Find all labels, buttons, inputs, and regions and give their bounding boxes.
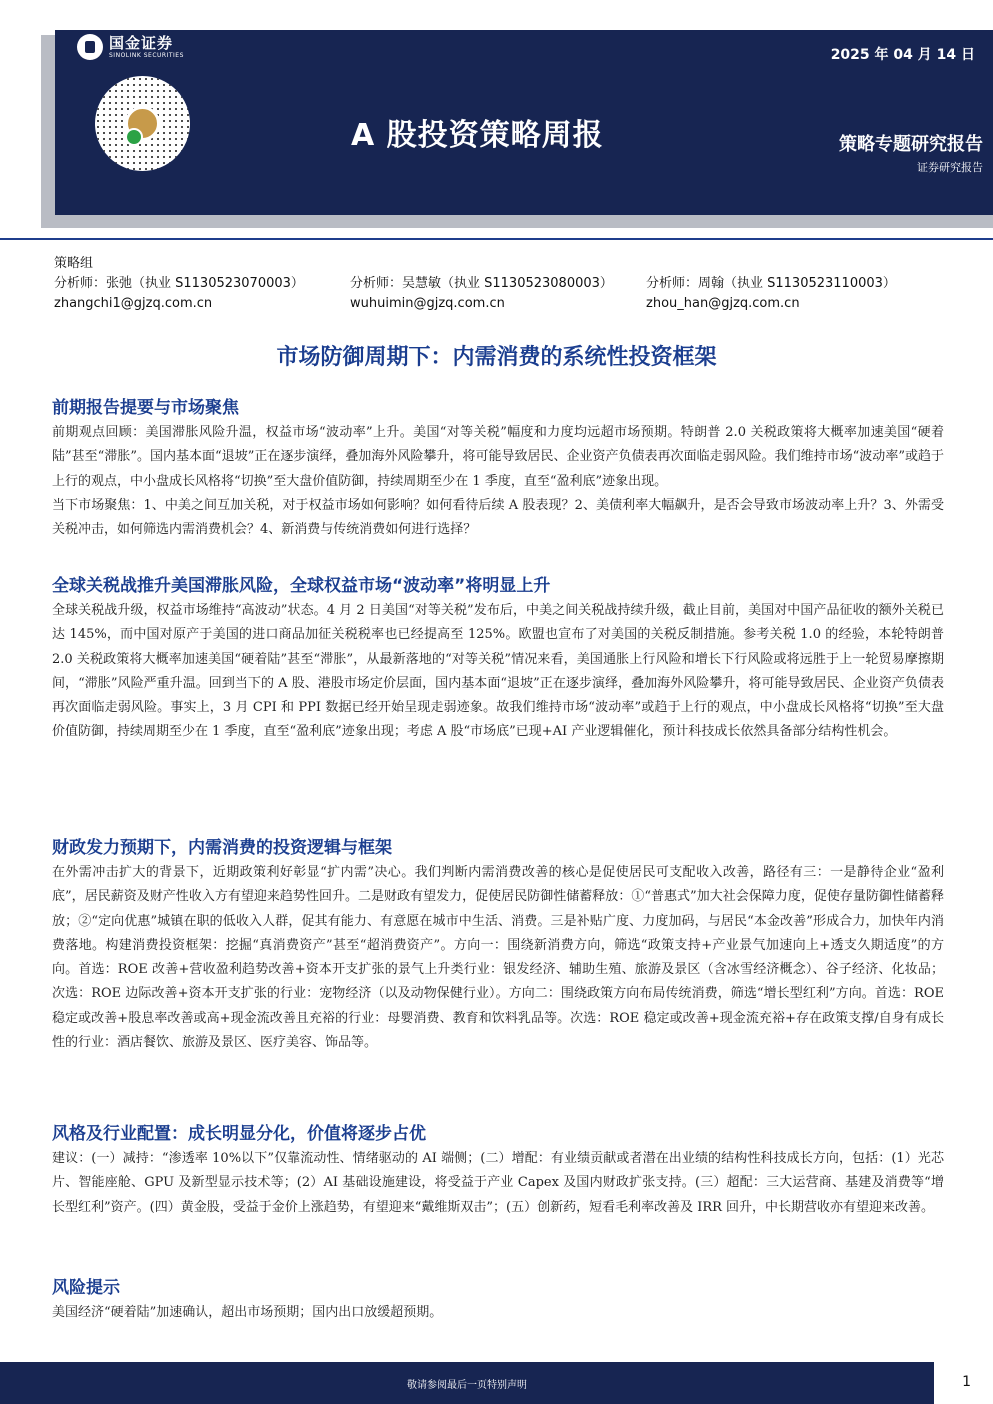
document-title: 市场防御周期下：内需消费的系统性投资框架: [276, 345, 717, 370]
section-tariff: [52, 573, 944, 745]
analyst-email[interactable]: zhangchi1@gjzq.com.cn: [54, 296, 213, 311]
report-title: A 股投资策略周报: [351, 118, 604, 153]
section-consumption: [52, 835, 944, 1055]
analyst-name: 分析师：张弛（执业 S1130523070003）: [54, 276, 304, 291]
logo-name-cn: 国金证券: [109, 33, 174, 52]
analyst-2: [350, 274, 613, 314]
report-type: 策略专题研究报告: [839, 134, 983, 155]
section-heading: 财政发力预期下，内需消费的投资逻辑与框架: [52, 838, 392, 858]
logo-name-en: SINOLINK SECURITIES: [109, 51, 184, 59]
paragraph: 美国经济“硬着陆”加速确认，超出市场预期；国内出口放缓超预期。: [52, 1305, 443, 1320]
analyst-email[interactable]: zhou_han@gjzq.com.cn: [646, 296, 800, 311]
qr-code-icon: [95, 76, 190, 171]
page-number: 1: [962, 1374, 971, 1390]
header-divider: [0, 238, 993, 240]
paragraph: 建议：(一）减持：“渗透率 10%以下”仅靠流动性、情绪驱动的 AI 端侧；(二）增配：有业绩贡献或者潜在出业绩的结构性科技成长方向，包括：(1）光芯片、智能座舱、GPU 及新型显示技术等；(2）AI 基础设施建设，将受益于产业 Capex 及国内财政扩张支持。(三）超配：三大运营商、基建及消费等“增长型红利”资产。(四）黄金股，受益于金价上涨趋势，有望迎来“戴维斯双击”；(五）创新药，短看毛利率改善及 IRR 回升，中长期营收亦有望迎来改善。: [52, 1151, 944, 1215]
section-heading: 风格及行业配置：成长明显分化，价值将逐步占优: [52, 1124, 426, 1144]
section-risk: [52, 1275, 944, 1325]
analyst-3: [646, 274, 896, 314]
logo-mark-icon: [77, 34, 103, 60]
section-heading: 前期报告提要与市场聚焦: [52, 398, 239, 418]
section-summary: [52, 395, 944, 542]
analyst-email[interactable]: wuhuimin@gjzq.com.cn: [350, 296, 505, 311]
analyst-name: 分析师：周翰（执业 S1130523110003）: [646, 276, 896, 291]
analyst-1: [54, 274, 304, 314]
report-subtype: 证券研究报告: [917, 161, 983, 174]
paragraph: 在外需冲击扩大的背景下，近期政策利好彰显“扩内需”决心。我们判断内需消费改善的核心是促使居民可支配收入改善，路径有三：一是静待企业“盈利底”，居民薪资及财产性收入方有望迎来趋势性回升。二是财政有望发力，促使居民防御性储蓄释放：①“普惠式”加大社会保障力度，促使存量防御性储蓄释放；②“定向优惠”城镇在职的低收入人群，促其有能力、有意愿在城市中生活、消费。三是补贴广度、力度加码，与居民“本金改善”形成合力，加快年内消费落地。构建消费投资框架：挖掘“真消费资产”甚至“超消费资产”。方向一：围绕新消费方向，筛选“政策支持+产业景气加速向上+透支久期适度”的方向。首选：ROE 改善+营收盈利趋势改善+资本开支扩张的景气上升类行业：银发经济、辅助生殖、旅游及景区（含冰雪经济概念）、谷子经济、化妆品；次选：ROE 边际改善+资本开支扩张的行业：宠物经济（以及动物保健行业）。方向二：围绕政策方向布局传统消费，筛选“增长型红利”方向。首选：ROE 稳定或改善+股息率改善或高+现金流改善且充裕的行业：母婴消费、教育和饮料乳品等。次选：ROE 稳定或改善+现金流充裕+存在政策支撑/自身有成长性的行业：酒店餐饮、旅游及景区、医疗美容、饰品等。: [52, 865, 944, 1051]
section-allocation: [52, 1121, 944, 1220]
footer-disclaimer: 敬请参阅最后一页特别声明: [407, 1380, 527, 1391]
wechat-icon: [125, 128, 143, 146]
report-header: [55, 30, 993, 215]
paragraph: 全球关税战升级，权益市场维持“高波动”状态。4 月 2 日美国“对等关税”发布后，中美之间关税战持续升级，截止目前，美国对中国产品征收的额外关税已达 145%，而中国对原产于美国的进口商品加征关税税率也已经提高至 125%。欧盟也宣布了对美国的关税反制措施。参考关税 1.0 的经验，本轮特朗普 2.0 关税政策将大概率加速美国“硬着陆”甚至“滞胀”，从最新落地的“对等关税”情况来看，美国通胀上行风险和增长下行风险或将远胜于上一轮贸易摩擦期间，“滞胀”风险严重升温。回到当下的 A 股、港股市场定价层面，国内基本面“退坡”正在逐步演绎，叠加海外风险攀升，将可能导致居民、企业资产负债表再次面临走弱风险。事实上，3 月 CPI 和 PPI 数据已经开始呈现走弱迹象。故我们维持市场“波动率”或趋于上行的观点，中小盘成长风格将“切换”至大盘价值防御，持续周期至少在 1 季度，直至“盈利底”迹象出现；考虑 A 股“市场底”已现+AI 产业逻辑催化，预计科技成长依然具备部分结构性机会。: [52, 603, 944, 740]
analyst-name: 分析师：吴慧敏（执业 S1130523080003）: [350, 276, 613, 291]
paragraph: 当下市场聚焦：1、中美之间互加关税，对于权益市场如何影响？如何看待后续 A 股表现？2、美债利率大幅飙升，是否会导致市场波动率上升？3、外需受关税冲击，如何筛选内需消费机会？4、新消费与传统消费如何进行选择？: [52, 497, 944, 538]
section-heading: 风险提示: [52, 1278, 120, 1298]
report-date: 2025 年 04 月 14 日: [830, 47, 975, 63]
company-logo: [77, 34, 184, 60]
section-heading: 全球关税战推升美国滞胀风险，全球权益市场“波动率”将明显上升: [52, 576, 551, 596]
team-label: 策略组: [54, 256, 94, 271]
paragraph: 前期观点回顾：美国滞胀风险升温，权益市场“波动率”上升。美国“对等关税”幅度和力度均远超市场预期。特朗普 2.0 关税政策将大概率加速美国“硬着陆”甚至“滞胀”。国内基本面“退坡”正在逐步演绎，叠加海外风险攀升，将可能导致居民、企业资产负债表再次面临走弱风险。我们维持市场“波动率”或趋于上行的观点，中小盘成长风格将“切换”至大盘价值防御，持续周期至少在 1 季度，直至“盈利底”迹象出现。: [52, 425, 944, 489]
